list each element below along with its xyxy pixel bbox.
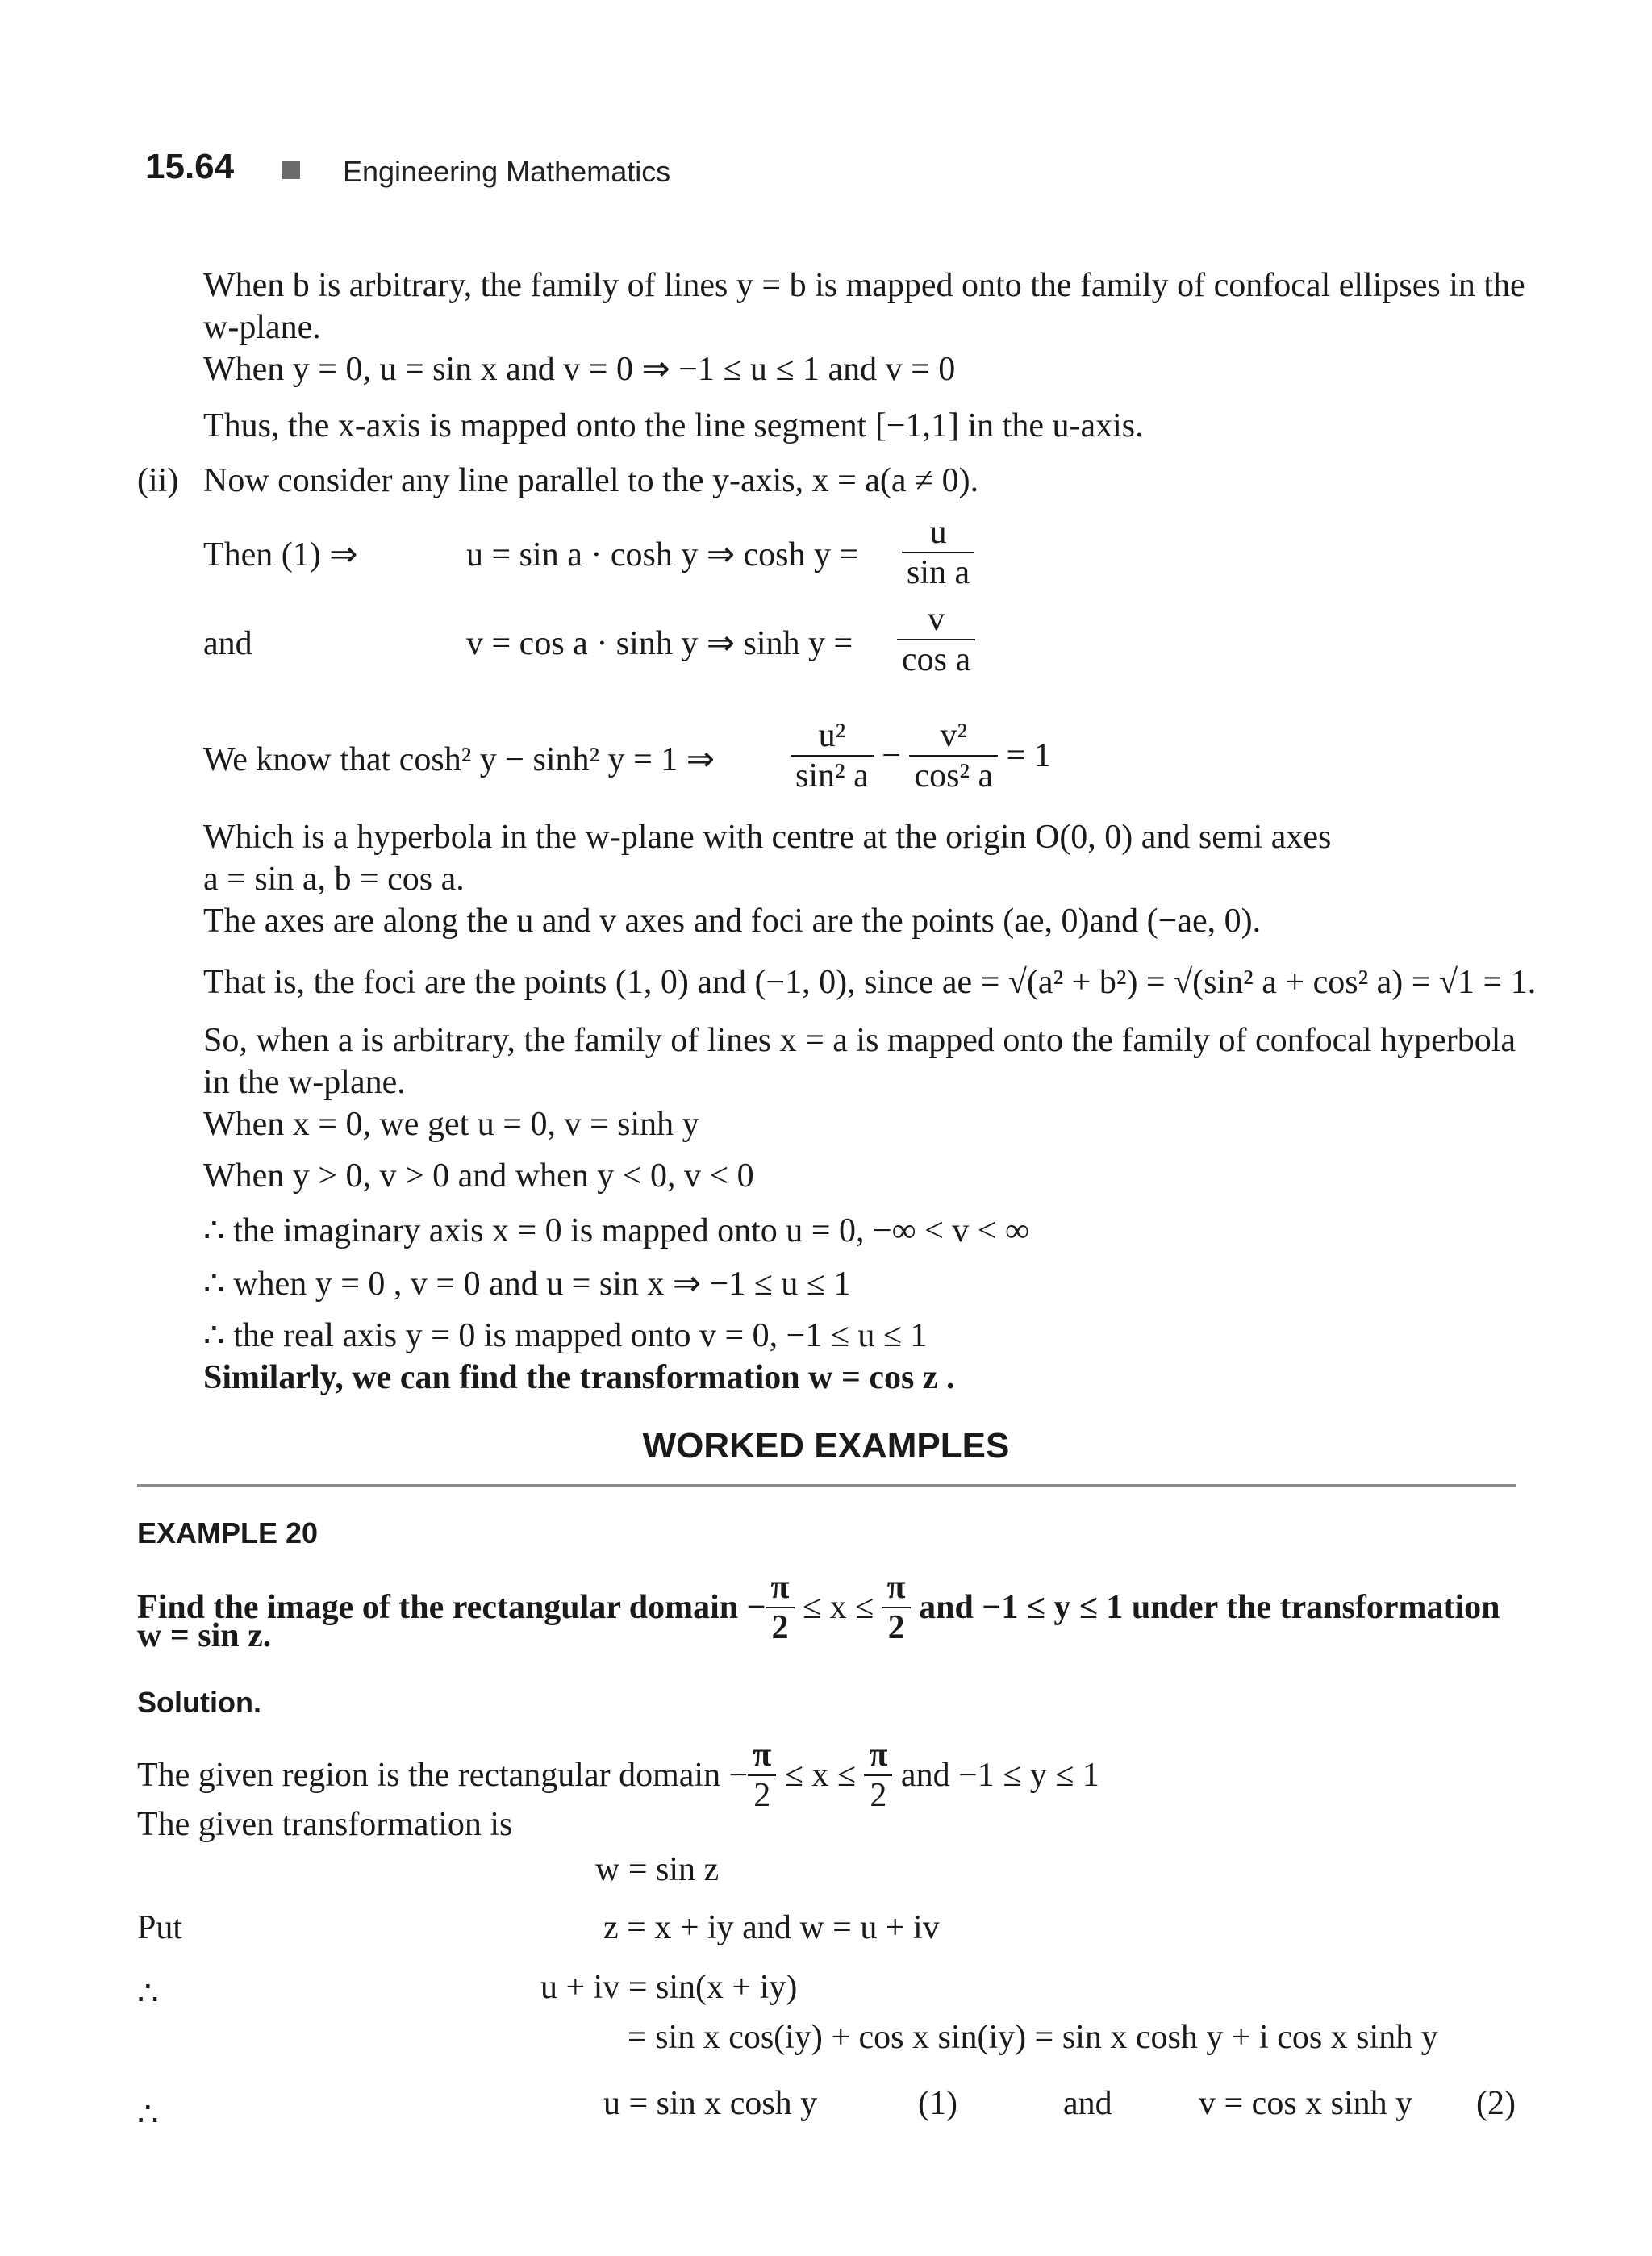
cosh-fraction xyxy=(902,513,974,592)
put-label: Put xyxy=(137,1909,183,1946)
question-text-start: Find the image of the rectangular domain − xyxy=(137,1589,766,1626)
w-equation: w = sin z xyxy=(595,1851,720,1888)
question-two-1: 2 xyxy=(771,1609,789,1646)
part-i-line3: When y = 0, u = sin x and v = 0 ⇒ −1 ≤ u ≤ 1 and v = 0 xyxy=(203,351,956,388)
expansion-line2: = sin x cos(iy) + cos x sin(iy) = sin x cosh y + i cos x sinh y xyxy=(628,2019,1438,2056)
header-square-icon xyxy=(282,161,300,179)
heading-rule xyxy=(137,1484,1516,1487)
axes-line: The axes are along the u and v axes and foci are the points (ae, 0)and (−ae, 0). xyxy=(203,903,1262,940)
region-two-1: 2 xyxy=(753,1777,771,1814)
example-question-line2: w = sin z. xyxy=(137,1617,272,1654)
sinh-fraction-denominator: cos a xyxy=(902,641,971,678)
therefore-real-axis: ∴ the real axis y = 0 is mapped onto v = 0, −1 ≤ u ≤ 1 xyxy=(203,1317,928,1354)
sinh-fraction-numerator: v xyxy=(897,600,975,640)
hyperbola-minus: − xyxy=(882,737,901,774)
expansion-line1: u + iv = sin(x + iy) xyxy=(540,1969,798,2006)
then-label: Then (1) ⇒ xyxy=(203,536,358,573)
similarly-line: Similarly, we can find the transformation w = cos z . xyxy=(203,1359,955,1396)
region-middle: ≤ x ≤ xyxy=(784,1757,856,1794)
therefore-imaginary-axis: ∴ the imaginary axis x = 0 is mapped onto u = 0, −∞ < v < ∞ xyxy=(203,1212,1029,1249)
put-expression: z = x + iy and w = u + iv xyxy=(603,1909,940,1946)
identity-line: We know that cosh² y − sinh² y = 1 ⇒ xyxy=(203,741,715,778)
part-i-line1: When b is arbitrary, the family of lines y = b is mapped onto the family of confocal ellipses in the xyxy=(203,267,1525,304)
when-x-zero: When x = 0, we get u = 0, v = sinh y xyxy=(203,1106,699,1143)
and-expression: v = cos a · sinh y ⇒ sinh y = xyxy=(466,625,853,662)
so-line1: So, when a is arbitrary, the family of lines x = a is mapped onto the family of confocal hyperbola xyxy=(203,1022,1516,1059)
hyperbola-den-sin: sin² a xyxy=(795,757,869,794)
therefore-symbol-1: ∴ xyxy=(137,1975,159,2012)
question-middle: ≤ x ≤ xyxy=(803,1589,874,1626)
cosh-fraction-denominator: sin a xyxy=(907,554,970,591)
which-line1: Which is a hyperbola in the w-plane with centre at the origin O(0, 0) and semi axes xyxy=(203,819,1332,856)
therefore-when-y-zero: ∴ when y = 0 , v = 0 and u = sin x ⇒ −1 ≤ u ≤ 1 xyxy=(203,1266,851,1303)
hyperbola-den-cos: cos² a xyxy=(914,757,994,794)
region-text-start: The given region is the rectangular domain − xyxy=(137,1757,749,1794)
equation-1: u = sin x cosh y xyxy=(603,2085,818,2122)
part-i-line2: w-plane. xyxy=(203,309,321,346)
cosh-fraction-numerator: u xyxy=(902,513,974,553)
region-text-end: and −1 ≤ y ≤ 1 xyxy=(900,1757,1099,1794)
part-ii-marker: (ii) xyxy=(137,462,179,499)
region-two-2: 2 xyxy=(870,1777,887,1814)
equation-2-tag: (2) xyxy=(1476,2085,1516,2122)
equation-2: v = cos x sinh y xyxy=(1199,2085,1413,2122)
then-expression: u = sin a · cosh y ⇒ cosh y = xyxy=(466,536,859,573)
region-pi-1: π xyxy=(748,1736,776,1776)
region-pi-2: π xyxy=(864,1736,892,1776)
example-question-line1 xyxy=(137,1568,1500,1647)
question-text-end: and −1 ≤ y ≤ 1 under the transformation xyxy=(919,1589,1500,1626)
therefore-symbol-2: ∴ xyxy=(137,2096,159,2133)
hyperbola-equals: = 1 xyxy=(1006,737,1051,774)
worked-examples-heading: WORKED EXAMPLES xyxy=(642,1426,1010,1466)
hyperbola-equation xyxy=(791,716,1051,795)
when-y-sign: When y > 0, v > 0 and when y < 0, v < 0 xyxy=(203,1157,754,1195)
example-label: EXAMPLE 20 xyxy=(137,1516,319,1549)
so-line2: in the w-plane. xyxy=(203,1064,406,1101)
which-line2: a = sin a, b = cos a. xyxy=(203,861,465,898)
hyperbola-num-u: u² xyxy=(791,716,874,757)
part-i-line4: Thus, the x-axis is mapped onto the line segment [−1,1] in the u-axis. xyxy=(203,407,1144,444)
and-label: and xyxy=(203,625,252,662)
sinh-fraction xyxy=(897,600,975,679)
part-ii-intro: Now consider any line parallel to the y-axis, x = a(a ≠ 0). xyxy=(203,462,979,499)
equation-1-tag: (1) xyxy=(918,2085,957,2122)
foci-line: That is, the foci are the points (1, 0) and (−1, 0), since ae = √(a² + b²) = √(sin² a + cos² a) = √1 = 1. xyxy=(203,964,1537,1001)
question-pi-2: π xyxy=(882,1568,911,1608)
solution-label: Solution. xyxy=(137,1686,261,1719)
and-word: and xyxy=(1063,2085,1112,2122)
page-number: 15.64 xyxy=(145,147,235,186)
given-transformation-label: The given transformation is xyxy=(137,1806,513,1843)
question-pi-1: π xyxy=(766,1568,795,1608)
question-two-2: 2 xyxy=(887,1609,905,1646)
book-title: Engineering Mathematics xyxy=(343,155,671,188)
hyperbola-num-v: v² xyxy=(909,716,998,757)
